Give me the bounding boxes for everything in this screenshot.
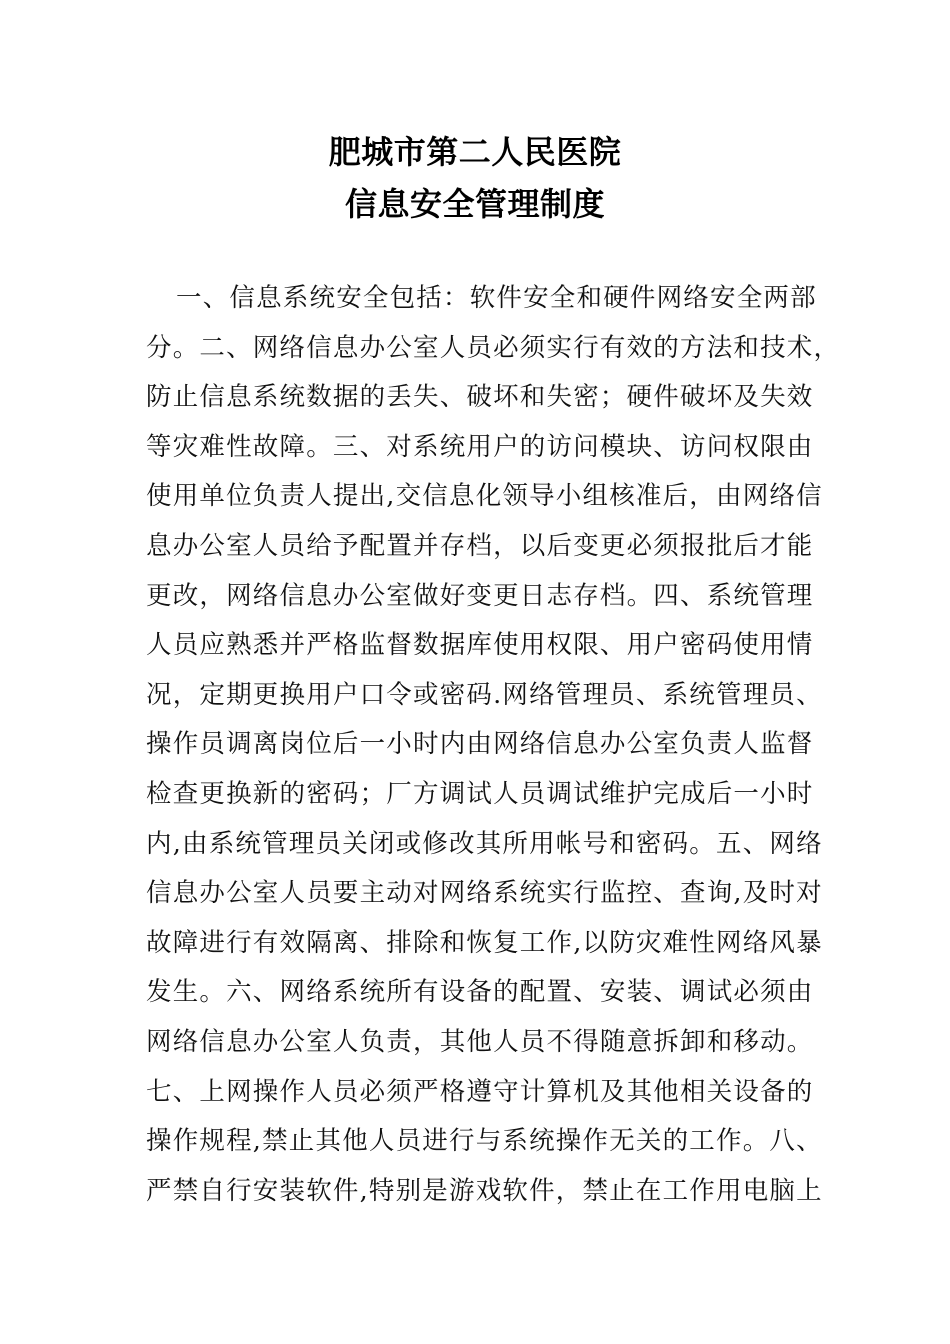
body-line: 信息办公室人员要主动对网络系统实行监控、查询,及时对 xyxy=(146,878,823,909)
body-line: 人员应熟悉并严格监督数据库使用权限、用户密码使用情 xyxy=(146,630,814,661)
body-line: 更改，网络信息办公室做好变更日志存档。四、系统管理 xyxy=(146,580,814,611)
body-line: 严禁自行安装软件,特别是游戏软件，禁止在工作用电脑上 xyxy=(146,1175,823,1206)
body-line: 七、上网操作人员必须严格遵守计算机及其他相关设备的 xyxy=(146,1076,814,1107)
document-title xyxy=(0,126,950,230)
body-line: 况，定期更换用户口令或密码.网络管理员、系统管理员、 xyxy=(146,679,823,710)
body-line: 等灾难性故障。三、对系统用户的访问模块、访问权限由 xyxy=(146,431,814,462)
body-line: 防止信息系统数据的丢失、破坏和失密；硬件破坏及失效 xyxy=(146,382,814,413)
body-line: 故障进行有效隔离、排除和恢复工作,以防灾难性网络风暴 xyxy=(146,927,823,958)
body-line: 使用单位负责人提出,交信息化领导小组核准后，由网络信 xyxy=(146,481,823,512)
title-hospital-name: 肥城市第二人民医院 xyxy=(328,133,622,171)
body-line: 一、信息系统安全包括：软件安全和硬件网络安全两部 xyxy=(176,283,817,313)
body-line: 操作规程,禁止其他人员进行与系统操作无关的工作。八、 xyxy=(146,1126,823,1157)
document-body xyxy=(146,274,841,1216)
body-line: 检查更换新的密码；厂方调试人员调试维护完成后一小时 xyxy=(146,778,814,809)
body-line: 息办公室人员给予配置并存档，以后变更必须报批后才能 xyxy=(146,530,814,561)
body-line: 内,由系统管理员关闭或修改其所用帐号和密码。五、网络 xyxy=(146,828,823,859)
body-line: 操作员调离岗位后一小时内由网络信息办公室负责人监督 xyxy=(146,729,814,760)
body-line: 分。二、网络信息办公室人员必须实行有效的方法和技术， xyxy=(146,332,841,363)
body-line: 发生。六、网络系统所有设备的配置、安装、调试必须由 xyxy=(146,977,814,1008)
title-regulation-name: 信息安全管理制度 xyxy=(344,185,605,223)
body-line: 网络信息办公室人负责，其他人员不得随意拆卸和移动。 xyxy=(146,1026,814,1057)
